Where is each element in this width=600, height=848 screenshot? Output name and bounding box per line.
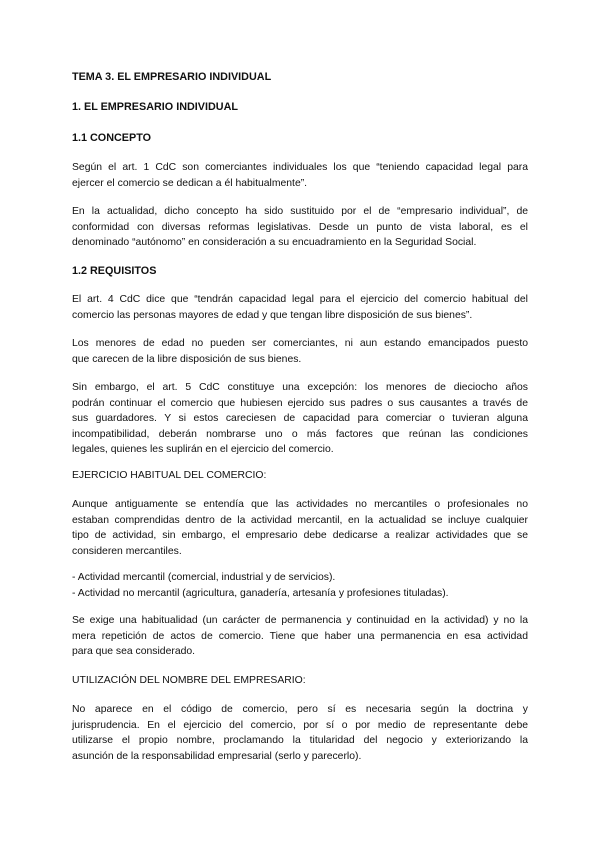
text-line: Los menores de edad no pueden ser comerciantes, ni aun estando emancipados puesto	[72, 338, 528, 349]
section-heading-1-2: 1.2 REQUISITOS	[72, 265, 157, 277]
text-line: Sin embargo, el art. 5 CdC constituye una excepción: los menores de dieciocho años	[72, 382, 528, 393]
section-heading-1-1: 1.1 CONCEPTO	[72, 132, 151, 144]
text-line: legales, quienes les suplirán en el ejercicio del comercio.	[72, 444, 334, 456]
text-line: Se exige una habitualidad (un carácter de permanencia y continuidad en la actividad) y no la	[72, 615, 528, 626]
text-line: sus guardadores. Y si estos careciesen de capacidad para comerciar o tuvieran alguna	[72, 413, 528, 425]
text-line: jurisprudencia. En el ejercicio del comercio, por sí o por medio de representante debe	[72, 719, 528, 731]
text-line: conformidad con diversas reformas legislativas. Desde un punto de vista laboral, es el	[72, 221, 528, 233]
subheading-nombre-empresario: UTILIZACIÓN DEL NOMBRE DEL EMPRESARIO:	[72, 675, 306, 686]
paragraph-nombre-1	[72, 702, 528, 764]
paragraph-habitualidad	[72, 613, 528, 660]
paragraph-concepto-1	[72, 160, 528, 191]
text-line: comercio las personas mayores de edad y que tengan libre disposición de sus bienes”.	[72, 309, 473, 321]
text-line: Aunque antiguamente se entendía que las actividades no mercantiles o profesionales no	[72, 499, 528, 510]
text-line: El art. 4 CdC dice que “tendrán capacidad legal para el ejercicio del comercio habitual del	[72, 294, 528, 305]
text-line: estaban comprendidas dentro de la actividad mercantil, en la actualidad se incluye cualquier	[72, 514, 528, 526]
text-line: incompatibilidad, deberán nombrarse uno o más factores que reúnan las condiciones	[72, 428, 528, 440]
paragraph-requisitos-3	[72, 380, 528, 458]
text-line: ejercer el comercio se dedican a él habitualmente”.	[72, 177, 308, 189]
text-line: asunción de la responsabilidad empresarial (serlo y parecerlo).	[72, 750, 362, 762]
text-line: En la actualidad, dicho concepto ha sido sustituido por el de “empresario individual”, de	[72, 206, 528, 217]
text-line: No aparece en el código de comercio, pero sí es necesaria según la doctrina y	[72, 704, 528, 715]
section-heading-1: 1. EL EMPRESARIO INDIVIDUAL	[72, 101, 238, 113]
text-line: mera repetición de actos de comercio. Tiene que haber una permanencia en esa actividad	[72, 630, 528, 642]
document-title: TEMA 3. EL EMPRESARIO INDIVIDUAL	[72, 71, 272, 83]
text-line: para que sea considerado.	[72, 646, 196, 658]
paragraph-requisitos-1	[72, 292, 528, 323]
paragraph-concepto-2	[72, 204, 528, 251]
text-line: denominado “autónomo” en consideración a su encuadramiento en la Seguridad Social.	[72, 237, 477, 249]
paragraph-requisitos-2	[72, 336, 528, 367]
list-item: - Actividad no mercantil (agricultura, ganadería, artesanía y profesiones tituladas).	[72, 587, 449, 599]
text-line: tipo de actividad, sin embargo, el empresario debe dedicarse a realizar actividades que se	[72, 530, 528, 542]
text-line: consideren mercantiles.	[72, 545, 182, 557]
paragraph-ejercicio-1	[72, 497, 528, 559]
list-item: - Actividad mercantil (comercial, industrial y de servicios).	[72, 572, 336, 583]
text-line: podrán continuar el comercio que hubiesen ejercido sus padres o sus causantes a través de	[72, 397, 528, 409]
activity-list	[72, 570, 528, 601]
text-line: que carecen de la libre disposición de sus bienes.	[72, 353, 302, 365]
subheading-ejercicio-habitual: EJERCICIO HABITUAL DEL COMERCIO:	[72, 470, 267, 481]
text-line: Según el art. 1 CdC son comerciantes individuales los que “teniendo capacidad legal para	[72, 162, 528, 173]
text-line: utilizarse el propio nombre, proclamando la titularidad del negocio y exteriorizando la	[72, 735, 528, 747]
